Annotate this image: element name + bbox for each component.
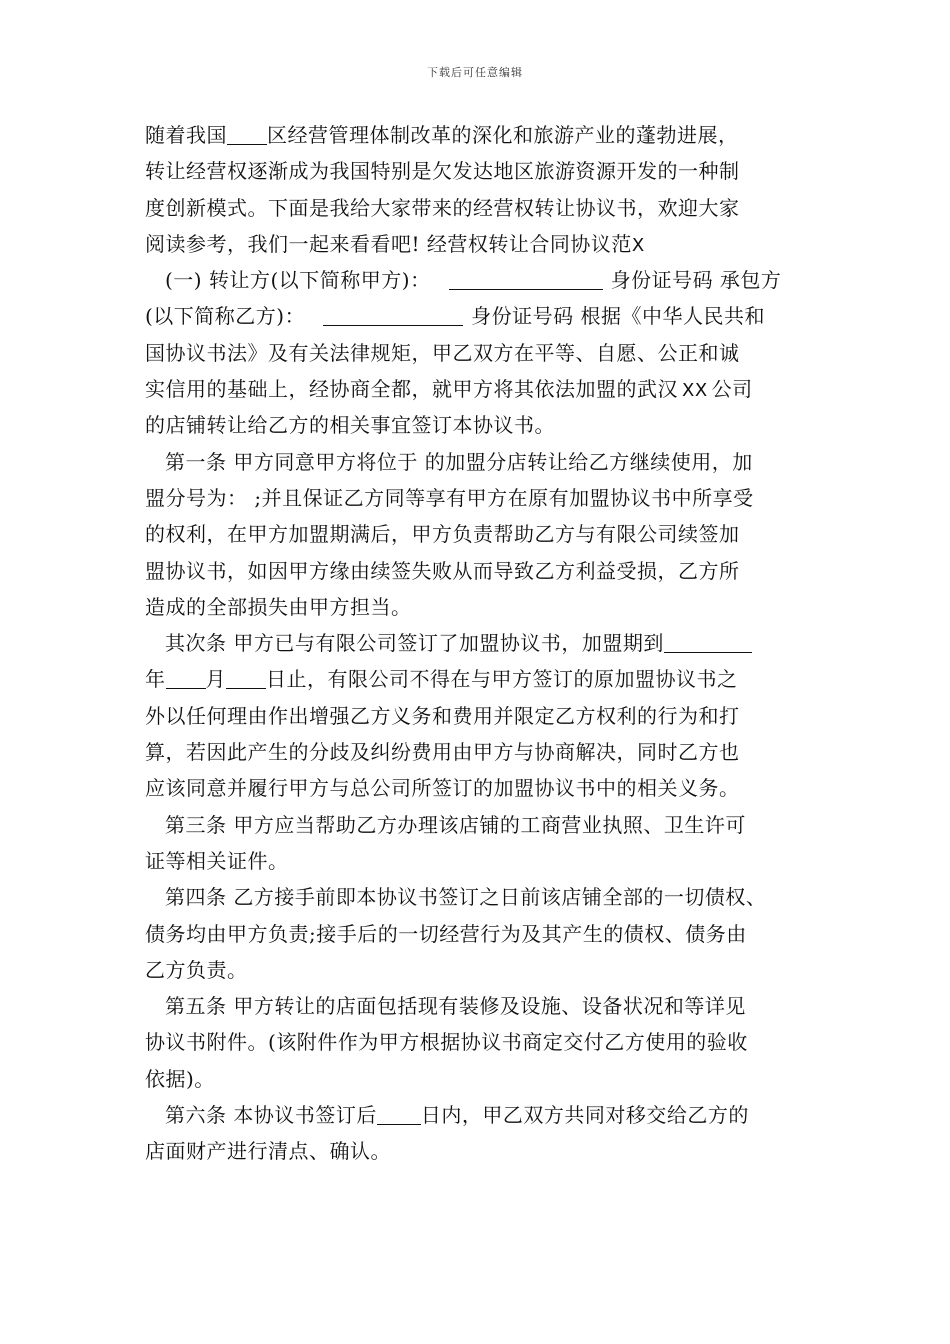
text-line: 算，若因此产生的分歧及纠纷费用由甲方与协商解决，同时乙方也 <box>145 740 740 765</box>
fill-in-blank[interactable] <box>166 666 206 689</box>
text-line: 店面财产进行清点、确认。 <box>145 1139 391 1164</box>
text-span: 公司 <box>711 377 753 402</box>
document-body <box>145 117 813 1170</box>
text-line: 第五条 甲方转让的店面包括现有装修及设施、设备状况和等详见 <box>165 994 746 1019</box>
fill-in-blank[interactable] <box>227 122 267 145</box>
text-line <box>145 262 813 298</box>
text-line: 外以任何理由作出增强乙方义务和费用并限定乙方权利的行为和打 <box>145 703 740 728</box>
text-line: 盟分号为： ;并且保证乙方同等享有甲方在原有加盟协议书中所享受 <box>145 485 754 510</box>
text-span: 日内，甲乙双方共同对移交给乙方的 <box>420 1103 749 1128</box>
text-span: 身份证号码 根据《中华人民共和 <box>471 304 765 329</box>
text-line: 的店铺转让给乙方的相关事宜签订本协议书。 <box>145 413 555 438</box>
text-line <box>145 117 813 153</box>
text-line: 乙方负责。 <box>145 957 248 982</box>
text-line: 第一条 甲方同意甲方将位于 的加盟分店转让给乙方继续使用，加 <box>165 449 753 474</box>
fill-in-blank[interactable] <box>377 1102 421 1125</box>
text-line: 依据)。 <box>145 1066 215 1091</box>
text-span: 阅读参考，我们一起来看看吧! 经营权转让合同协议范 <box>145 231 632 256</box>
text-span: 身份证号码 承包方 <box>610 268 782 293</box>
text-line: 第三条 甲方应当帮助乙方办理该店铺的工商营业执照、卫生许可 <box>165 812 746 837</box>
text-line: 造成的全部损失由甲方担当。 <box>145 594 412 619</box>
text-line: 的权利，在甲方加盟期满后，甲方负责帮助乙方与有限公司续签加 <box>145 522 740 547</box>
text-line <box>145 371 813 407</box>
text-span: 其次条 甲方已与有限公司签订了加盟协议书，加盟期到 <box>165 631 664 656</box>
text-span: X <box>631 234 645 256</box>
text-span: 随着我国 <box>145 123 227 147</box>
text-line: 盟协议书，如因甲方缘由续签失败从而导致乙方利益受损，乙方所 <box>145 558 740 583</box>
text-span: (一) 转让方(以下简称甲方)： <box>165 268 431 293</box>
text-span: 第六条 本协议书签订后 <box>165 1103 377 1128</box>
text-span: XX <box>682 380 708 402</box>
text-line: 证等相关证件。 <box>145 848 289 873</box>
text-span: (以下简称乙方)： <box>145 304 306 329</box>
fill-in-blank[interactable] <box>226 666 266 689</box>
text-line: 协议书附件。(该附件作为甲方根据协议书商定交付乙方使用的验收 <box>145 1030 748 1055</box>
text-line <box>145 226 813 262</box>
text-line: 转让经营权逐渐成为我国特别是欠发达地区旅游资源开发的一种制 <box>145 159 740 184</box>
fill-in-blank[interactable] <box>664 630 752 653</box>
text-line: 国协议书法》及有关法律规矩，甲乙双方在平等、自愿、公正和诚 <box>145 340 740 365</box>
text-span: 实信用的基础上，经协商全都，就甲方将其依法加盟的武汉 <box>145 377 678 402</box>
text-line <box>145 661 813 697</box>
text-line <box>145 625 813 661</box>
text-span: 区经营管理体制改革的深化和旅游产业的蓬勃进展， <box>267 123 739 147</box>
text-line: 应该同意并履行甲方与总公司所签订的加盟协议书中的相关义务。 <box>145 776 740 801</box>
text-line <box>145 298 813 334</box>
fill-in-blank[interactable] <box>323 303 463 326</box>
page-header: 下载后可任意编辑 <box>427 66 523 79</box>
text-span: 月 <box>205 667 226 692</box>
fill-in-blank[interactable] <box>449 267 603 290</box>
text-span: 年 <box>145 667 166 692</box>
text-line <box>145 1097 813 1133</box>
text-line: 第四条 乙方接手前即本协议书签订之日前该店铺全部的一切债权、 <box>165 885 767 910</box>
text-line: 债务均由甲方负责;接手后的一切经营行为及其产生的债权、债务由 <box>145 921 747 946</box>
text-span: 日止，有限公司不得在与甲方签订的原加盟协议书之 <box>266 667 738 692</box>
text-line: 度创新模式。下面是我给大家带来的经营权转让协议书，欢迎大家 <box>145 195 740 220</box>
